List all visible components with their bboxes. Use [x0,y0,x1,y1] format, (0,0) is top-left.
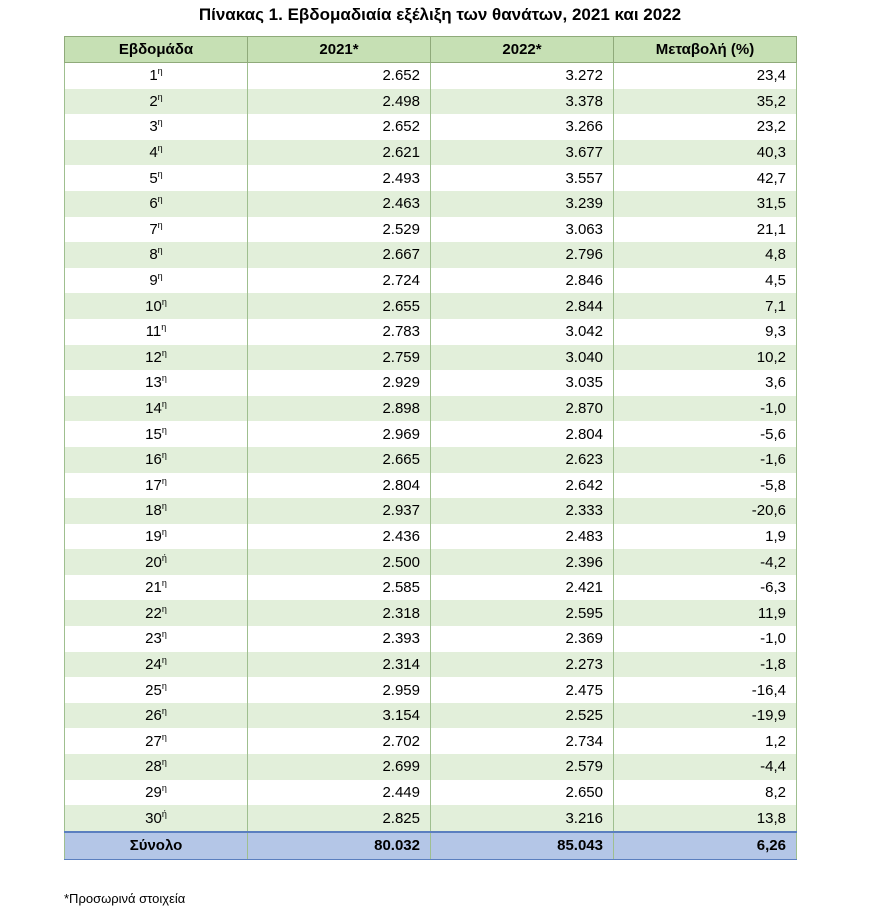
week-ordinal-suffix: η [157,91,163,102]
week-ordinal-suffix: η [157,143,163,154]
value-2021: 2.665 [248,447,431,473]
value-2022: 2.273 [431,652,614,678]
value-2022: 2.870 [431,396,614,422]
value-2022: 3.272 [431,63,614,89]
value-2021: 2.314 [248,652,431,678]
change-percent: 40,3 [614,140,797,166]
week-number: 2 [149,92,158,110]
total-change: 6,26 [614,832,797,860]
table-row [65,63,797,89]
week-number: 5 [149,169,158,187]
change-percent: 1,2 [614,728,797,754]
week-cell [65,217,248,243]
week-number: 9 [149,272,158,290]
table-row [65,396,797,422]
week-number: 23 [145,630,162,648]
value-2022: 3.677 [431,140,614,166]
week-number: 28 [145,758,162,776]
change-percent: -4,2 [614,549,797,575]
value-2022: 2.846 [431,268,614,294]
table-row [65,677,797,703]
table-row [65,447,797,473]
week-ordinal-suffix: η [161,501,167,512]
week-cell [65,447,248,473]
value-2021: 2.652 [248,63,431,89]
table-row [65,370,797,396]
change-percent: -1,6 [614,447,797,473]
week-cell [65,396,248,422]
week-ordinal-suffix: η [161,475,167,486]
value-2021: 2.449 [248,780,431,806]
change-percent: 7,1 [614,293,797,319]
value-2021: 2.825 [248,805,431,832]
week-number: 11 [145,323,162,341]
value-2021: 2.393 [248,626,431,652]
value-2022: 2.421 [431,575,614,601]
table-row [65,217,797,243]
change-percent: 11,9 [614,600,797,626]
week-ordinal-suffix: η [157,117,163,128]
value-2021: 2.493 [248,165,431,191]
week-cell [65,498,248,524]
table-row [65,652,797,678]
week-ordinal-suffix: η [161,603,167,614]
change-percent: 13,8 [614,805,797,832]
change-percent: 3,6 [614,370,797,396]
value-2022: 2.579 [431,754,614,780]
change-percent: -19,9 [614,703,797,729]
week-ordinal-suffix: ή [161,552,167,563]
value-2021: 2.436 [248,524,431,550]
week-ordinal-suffix: η [161,757,167,768]
week-cell [65,703,248,729]
value-2022: 2.796 [431,242,614,268]
value-2022: 2.642 [431,473,614,499]
week-number: 25 [145,681,162,699]
week-cell [65,600,248,626]
value-2022: 2.369 [431,626,614,652]
week-number: 6 [149,195,158,213]
change-percent: 8,2 [614,780,797,806]
week-number: 14 [145,400,162,418]
change-percent: -6,3 [614,575,797,601]
change-percent: 42,7 [614,165,797,191]
week-cell [65,370,248,396]
week-ordinal-suffix: η [161,399,167,410]
table-body [65,63,797,832]
week-cell [65,549,248,575]
table-row [65,754,797,780]
value-2021: 2.585 [248,575,431,601]
table-row [65,165,797,191]
week-ordinal-suffix: η [161,296,167,307]
value-2022: 3.557 [431,165,614,191]
week-number: 12 [145,348,162,366]
value-2022: 3.063 [431,217,614,243]
table-row [65,293,797,319]
value-2021: 2.652 [248,114,431,140]
value-2022: 2.483 [431,524,614,550]
change-percent: 31,5 [614,191,797,217]
week-cell [65,89,248,115]
value-2022: 2.396 [431,549,614,575]
week-ordinal-suffix: η [157,168,163,179]
value-2021: 2.724 [248,268,431,294]
value-2021: 2.699 [248,754,431,780]
week-number: 4 [149,144,158,162]
value-2022: 3.239 [431,191,614,217]
value-2022: 3.216 [431,805,614,832]
table-row [65,524,797,550]
value-2022: 3.378 [431,89,614,115]
change-percent: 9,3 [614,319,797,345]
change-percent: 4,8 [614,242,797,268]
value-2021: 2.500 [248,549,431,575]
week-number: 30 [145,809,162,827]
change-percent: -1,8 [614,652,797,678]
header-2022: 2022* [431,37,614,63]
week-ordinal-suffix: η [157,219,163,230]
week-number: 16 [145,451,162,469]
value-2022: 2.595 [431,600,614,626]
value-2021: 2.529 [248,217,431,243]
table-row [65,114,797,140]
table-row [65,600,797,626]
table-row [65,268,797,294]
week-number: 8 [149,246,158,264]
week-cell [65,626,248,652]
week-ordinal-suffix: η [161,706,167,717]
table-row [65,728,797,754]
value-2021: 2.783 [248,319,431,345]
week-ordinal-suffix: η [161,526,167,537]
week-number: 18 [145,502,162,520]
table-row [65,780,797,806]
week-number: 15 [145,425,162,443]
value-2021: 2.498 [248,89,431,115]
week-number: 10 [145,297,162,315]
week-ordinal-suffix: η [161,450,167,461]
week-ordinal-suffix: η [161,654,167,665]
change-percent: 21,1 [614,217,797,243]
week-cell [65,421,248,447]
change-percent: -1,0 [614,396,797,422]
header-row [65,37,797,63]
change-percent: 23,2 [614,114,797,140]
value-2021: 2.655 [248,293,431,319]
weekly-deaths-table [64,36,797,860]
value-2021: 2.929 [248,370,431,396]
change-percent: -16,4 [614,677,797,703]
value-2022: 2.623 [431,447,614,473]
week-ordinal-suffix: η [157,271,163,282]
header-2021: 2021* [248,37,431,63]
table-row [65,89,797,115]
value-2022: 2.804 [431,421,614,447]
week-number: 21 [145,579,162,597]
week-cell [65,293,248,319]
value-2021: 2.702 [248,728,431,754]
table-row [65,498,797,524]
table-row [65,319,797,345]
value-2022: 2.475 [431,677,614,703]
header-change: Μεταβολή (%) [614,37,797,63]
value-2021: 2.759 [248,345,431,371]
value-2021: 2.804 [248,473,431,499]
week-ordinal-suffix: η [157,194,163,205]
week-ordinal-suffix: η [161,322,167,333]
week-ordinal-suffix: η [161,347,167,358]
week-cell [65,63,248,89]
value-2021: 2.959 [248,677,431,703]
week-cell [65,140,248,166]
value-2021: 2.937 [248,498,431,524]
table-row [65,626,797,652]
footnote: *Προσωρινά στοιχεία [64,891,186,906]
week-ordinal-suffix: η [161,629,167,640]
change-percent: -20,6 [614,498,797,524]
week-cell [65,319,248,345]
value-2021: 2.898 [248,396,431,422]
week-cell [65,754,248,780]
week-cell [65,345,248,371]
change-percent: 10,2 [614,345,797,371]
week-number: 1 [149,67,158,85]
change-percent: 35,2 [614,89,797,115]
value-2022: 3.035 [431,370,614,396]
change-percent: 1,9 [614,524,797,550]
change-percent: 4,5 [614,268,797,294]
change-percent: -1,0 [614,626,797,652]
week-cell [65,575,248,601]
total-2021: 80.032 [248,832,431,860]
total-row [65,832,797,860]
week-cell [65,242,248,268]
table-row [65,575,797,601]
value-2021: 2.318 [248,600,431,626]
week-number: 26 [145,707,162,725]
week-ordinal-suffix: η [161,424,167,435]
week-number: 27 [145,732,162,750]
week-cell [65,165,248,191]
change-percent: -5,8 [614,473,797,499]
value-2021: 2.621 [248,140,431,166]
week-cell [65,652,248,678]
change-percent: 23,4 [614,63,797,89]
value-2022: 3.040 [431,345,614,371]
week-number: 24 [145,655,162,673]
value-2022: 3.042 [431,319,614,345]
value-2022: 2.734 [431,728,614,754]
table-title: Πίνακας 1. Εβδομαδιαία εξέλιξη των θανάτων, 2021 και 2022 [198,5,682,24]
week-cell [65,268,248,294]
total-2022: 85.043 [431,832,614,860]
table-row [65,140,797,166]
value-2022: 2.650 [431,780,614,806]
table-row [65,549,797,575]
week-number: 20 [145,553,162,571]
value-2021: 2.667 [248,242,431,268]
table-row [65,242,797,268]
table-row [65,805,797,832]
total-label: Σύνολο [65,832,248,860]
change-percent: -5,6 [614,421,797,447]
week-cell [65,524,248,550]
week-cell [65,677,248,703]
week-number: 7 [149,220,158,238]
value-2021: 2.463 [248,191,431,217]
week-cell [65,780,248,806]
week-cell [65,114,248,140]
week-cell [65,473,248,499]
week-number: 13 [145,374,162,392]
week-number: 22 [145,604,162,622]
week-number: 3 [149,118,158,136]
table-row [65,191,797,217]
week-ordinal-suffix: η [161,731,167,742]
table-row [65,421,797,447]
week-ordinal-suffix: η [161,373,167,384]
week-ordinal-suffix: η [161,782,167,793]
week-ordinal-suffix: ή [161,808,167,819]
value-2022: 2.525 [431,703,614,729]
week-number: 17 [145,476,162,494]
week-number: 29 [145,783,162,801]
change-percent: -4,4 [614,754,797,780]
table-row [65,473,797,499]
week-cell [65,191,248,217]
week-ordinal-suffix: η [161,680,167,691]
week-ordinal-suffix: η [161,578,167,589]
week-ordinal-suffix: η [157,66,163,77]
value-2022: 2.333 [431,498,614,524]
week-ordinal-suffix: η [157,245,163,256]
week-cell [65,728,248,754]
value-2022: 3.266 [431,114,614,140]
week-number: 19 [145,527,162,545]
value-2022: 2.844 [431,293,614,319]
table-row [65,345,797,371]
value-2021: 3.154 [248,703,431,729]
table-row [65,703,797,729]
header-week: Εβδομάδα [65,37,248,63]
week-cell [65,805,248,832]
value-2021: 2.969 [248,421,431,447]
